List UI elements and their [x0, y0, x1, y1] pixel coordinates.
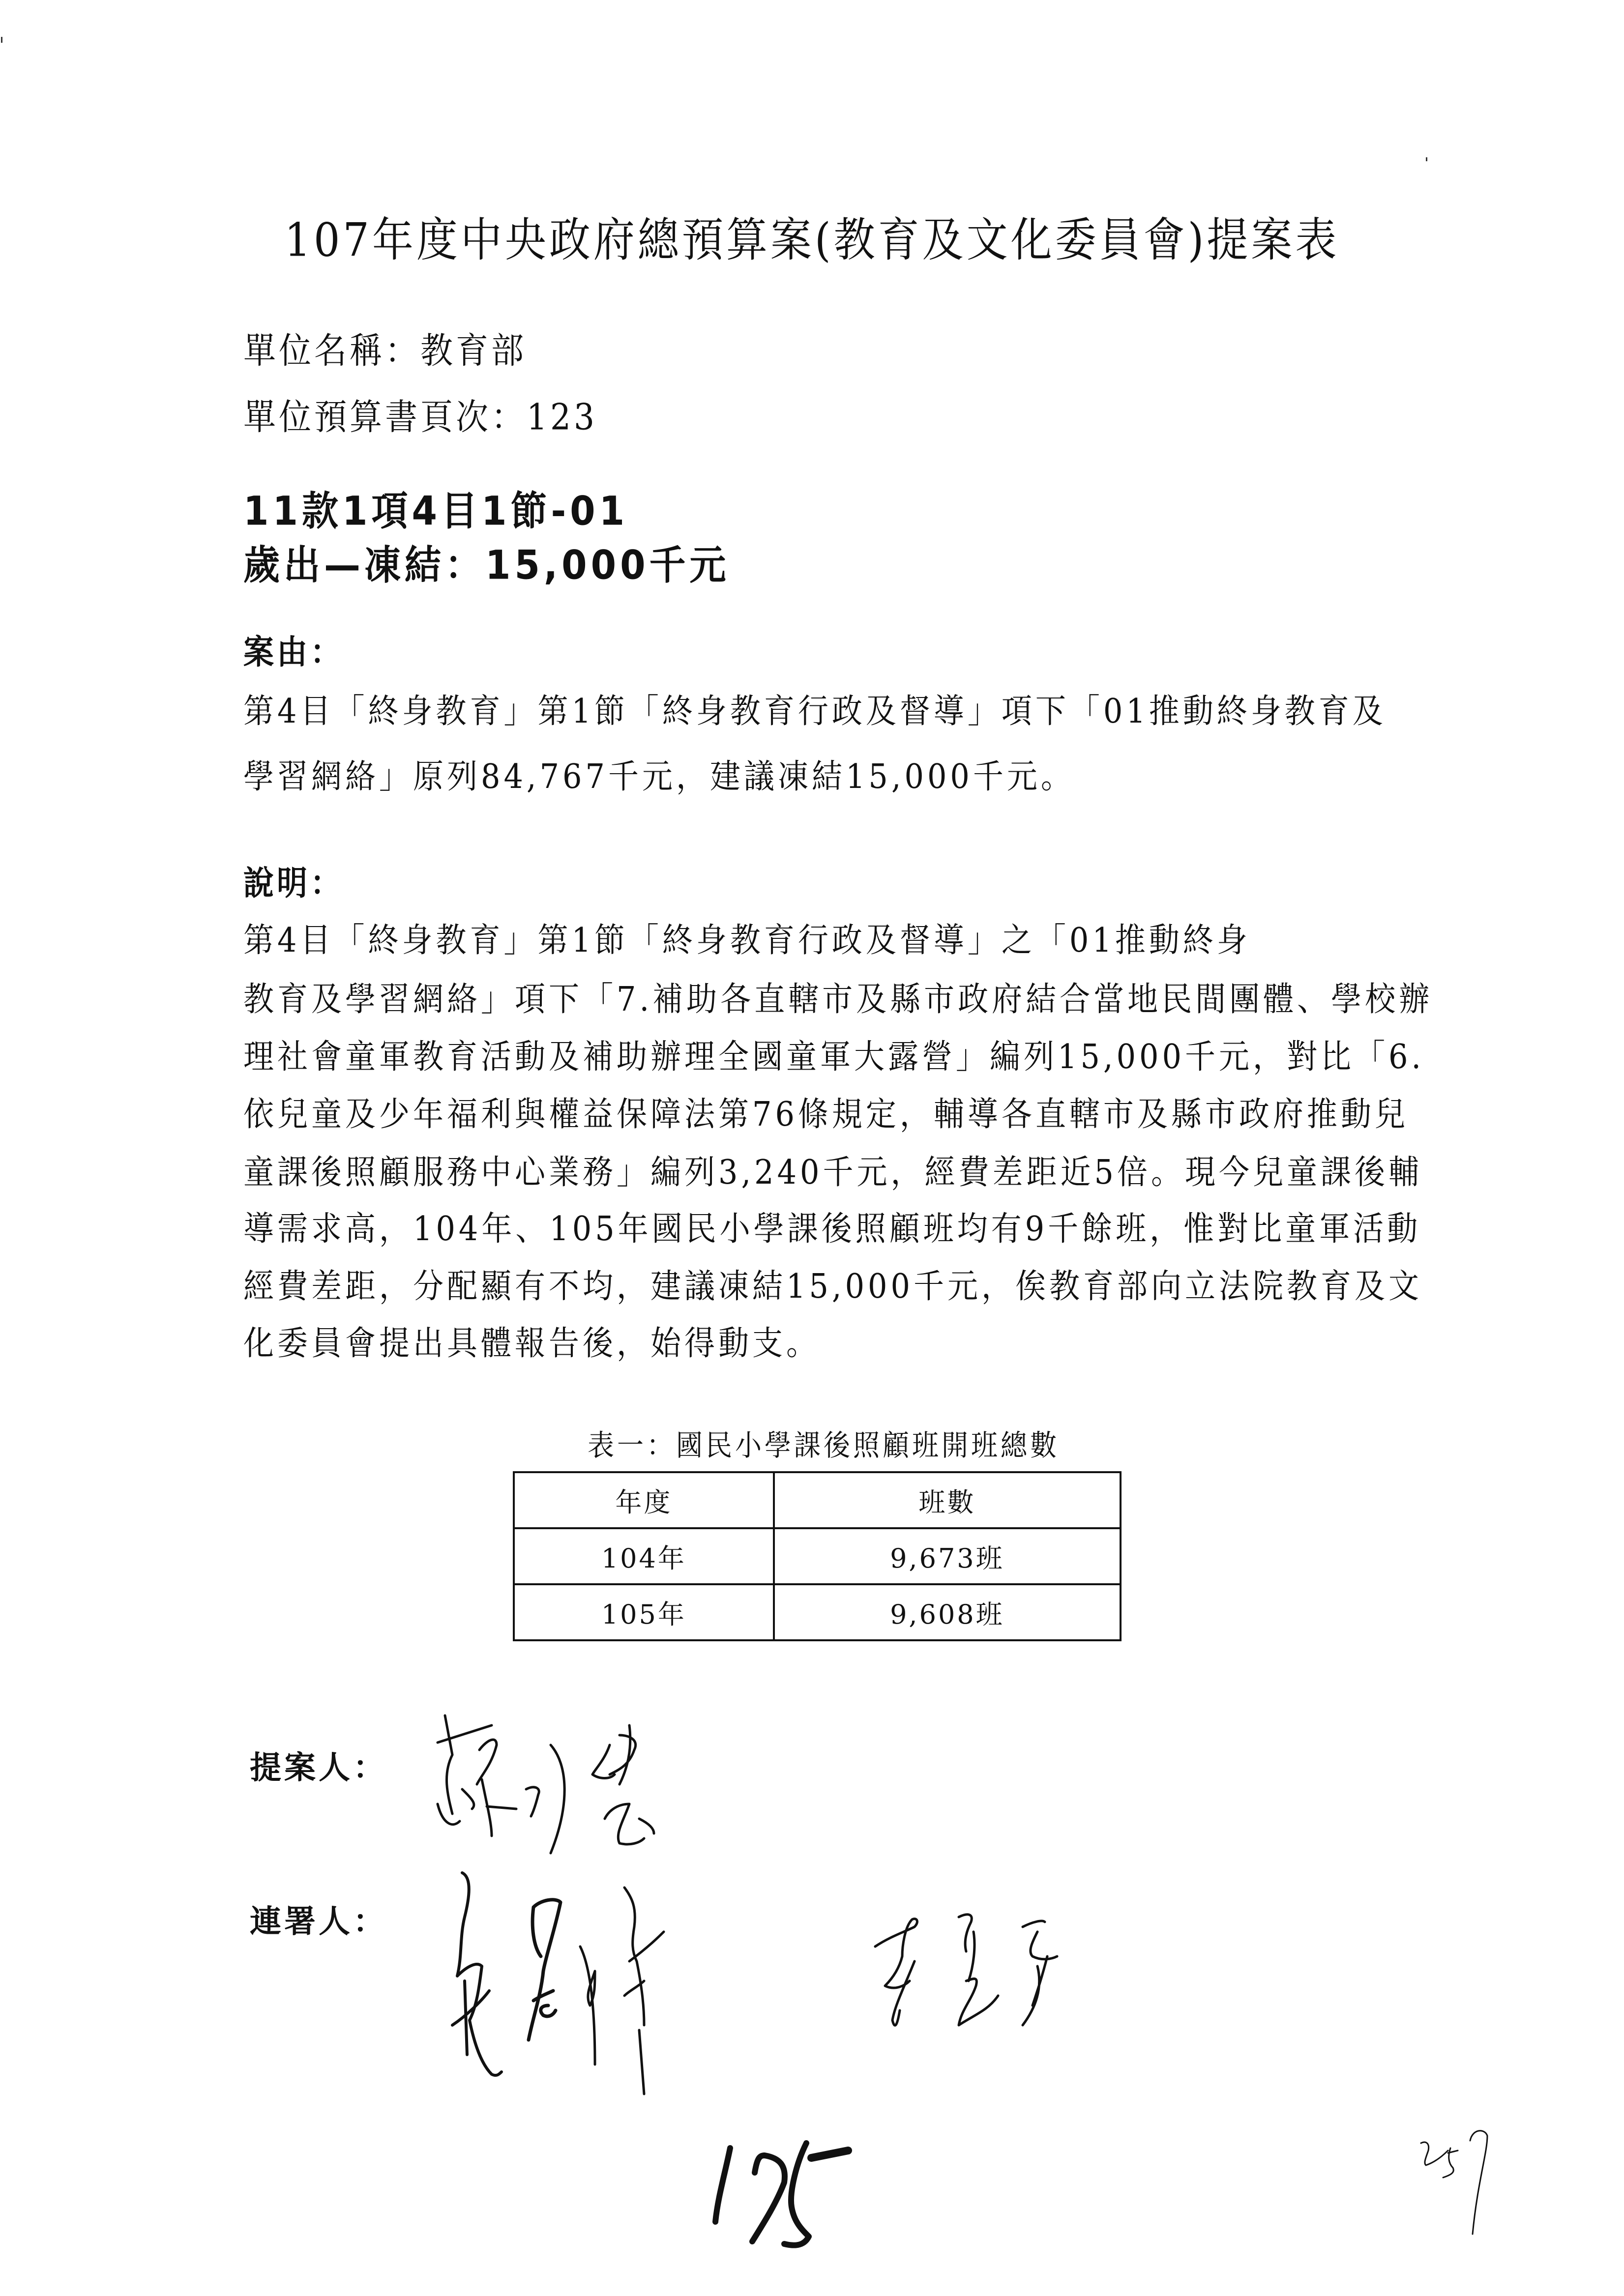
after-school-classes-table [513, 1471, 1122, 1641]
explanation-line: 化委員會提出具體報告後，始得動支。 [243, 1323, 821, 1363]
table-header-row [514, 1472, 1121, 1528]
handwritten-corner-number [1421, 2123, 1490, 2241]
column-header-class-count: 班數 [774, 1472, 1121, 1528]
cosigner-signature-2 [875, 1907, 1151, 2064]
document-title: 107年度中央政府總預算案(教育及文化委員會)提案表 [284, 212, 1340, 267]
proposer-signature [423, 1706, 777, 1853]
table-row [514, 1584, 1121, 1640]
explanation-line: 經費差距，分配顯有不均，建議凍結15,000千元，俟教育部向立法院教育及文 [243, 1266, 1422, 1306]
table-cell-class-count: 9,608班 [774, 1584, 1121, 1640]
explanation-line: 教育及學習網絡」項下「7.補助各直轄市及縣市政府結合當地民間團體、學校辦 [243, 979, 1433, 1019]
unit-name: 單位名稱：教育部 [243, 330, 527, 372]
explanation-line: 童課後照顧服務中心業務」編列3,240千元，經費差距近5倍。現今兒童課後輔 [243, 1152, 1422, 1192]
cosigner-signature-1 [443, 1858, 860, 2114]
table-caption: 表一：國民小學課後照顧班開班總數 [588, 1428, 1060, 1463]
explanation-line: 理社會童軍教育活動及補助辦理全國童軍大露營」編列15,000千元，對比「6. [243, 1037, 1425, 1076]
budget-item-code: 11款1項4目1節-01 [243, 488, 629, 535]
scan-artifact [1426, 157, 1427, 161]
explanation-heading: 說明： [243, 863, 344, 903]
explanation-line: 導需求高，104年、105年國民小學課後照顧班均有9千餘班，惟對比童軍活動 [243, 1209, 1421, 1249]
reason-line: 第4目「終身教育」第1節「終身教育行政及督導」項下「01推動終身教育及 [243, 691, 1387, 731]
table-cell-year: 104年 [514, 1528, 774, 1584]
table-cell-class-count: 9,673班 [774, 1528, 1121, 1584]
reason-heading: 案由： [243, 632, 344, 672]
cosigner-label: 連署人： [250, 1904, 387, 1940]
proposer-label: 提案人： [250, 1750, 387, 1786]
reason-line: 學習網絡」原列84,767千元，建議凍結15,000千元。 [243, 756, 1075, 796]
explanation-line: 依兒童及少年福利與權益保障法第76條規定，輔導各直轄市及縣市政府推動兒 [243, 1094, 1409, 1134]
table-cell-year: 105年 [514, 1584, 774, 1640]
handwritten-page-number [710, 2138, 907, 2251]
expenditure-freeze-amount: 歲出—凍結：15,000千元 [243, 542, 730, 589]
column-header-year: 年度 [514, 1472, 774, 1528]
scan-artifact [1, 37, 2, 43]
table-row [514, 1528, 1121, 1584]
budget-page-number: 單位預算書頁次：123 [243, 396, 597, 438]
explanation-line: 第4目「終身教育」第1節「終身教育行政及督導」之「01推動終身 [243, 920, 1251, 960]
